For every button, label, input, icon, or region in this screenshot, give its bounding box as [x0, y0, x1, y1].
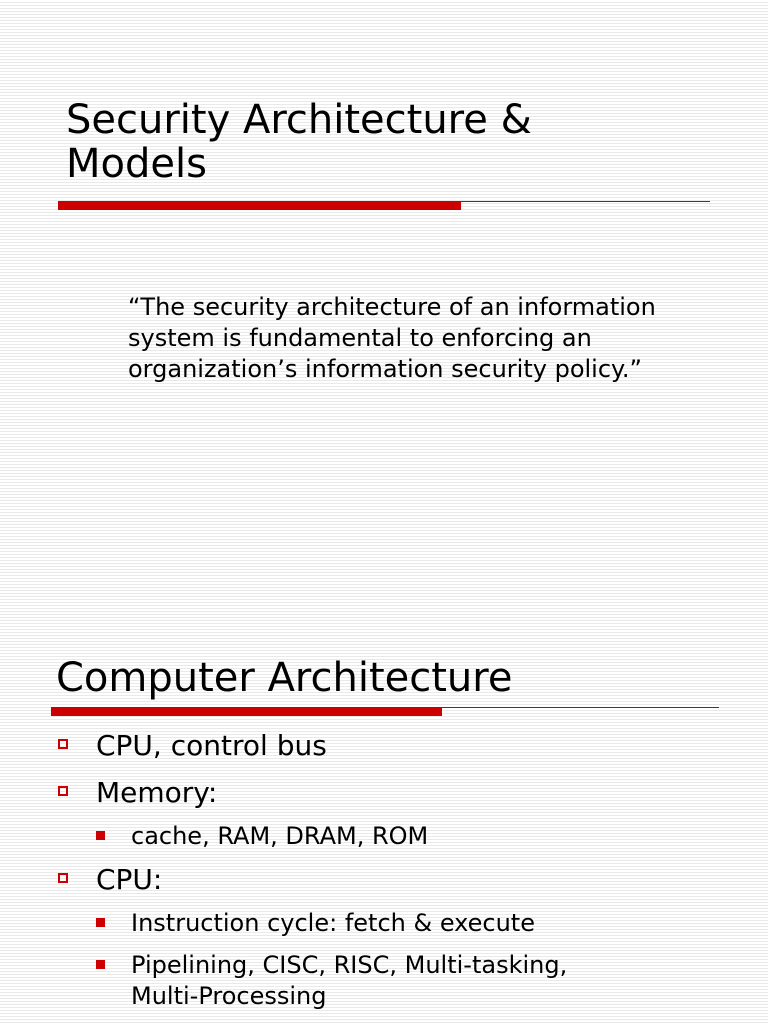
bullet-text: Multi-Processing: [131, 982, 327, 1010]
bullet-item: [96, 777, 217, 809]
slide-title-line-2: Models: [66, 141, 207, 187]
slide-title: Computer Architecture: [56, 655, 513, 701]
quote-line-1: “The security architecture of an information: [128, 293, 656, 321]
bullet-text: CPU, control bus: [96, 729, 327, 762]
slide-computer-architecture: [0, 620, 768, 1024]
bullet-item: [96, 864, 162, 896]
quote-text: [128, 292, 728, 385]
sub-bullet-item: [131, 950, 567, 981]
title-divider-thick: [58, 202, 461, 210]
title-divider-thick: [51, 708, 442, 716]
bullet-text: CPU:: [96, 863, 163, 896]
slide-title-line-1: Security Architecture &: [66, 97, 532, 143]
solid-square-bullet-icon: [96, 960, 105, 969]
slide-title: [66, 98, 532, 186]
bullet-text: cache, RAM, DRAM, ROM: [131, 822, 429, 850]
bullet-text: Memory:: [96, 776, 218, 809]
hollow-square-bullet-icon: [58, 739, 68, 749]
sub-bullet-continuation: [131, 981, 326, 1012]
hollow-square-bullet-icon: [58, 873, 68, 883]
quote-line-2: system is fundamental to enforcing an: [128, 324, 592, 352]
hollow-square-bullet-icon: [58, 786, 68, 796]
solid-square-bullet-icon: [96, 831, 105, 840]
solid-square-bullet-icon: [96, 918, 105, 927]
bullet-text: Pipelining, CISC, RISC, Multi-tasking,: [131, 951, 568, 979]
sub-bullet-item: [131, 821, 428, 852]
quote-line-3: organization’s information security policy.”: [128, 355, 642, 383]
bullet-text: Instruction cycle: fetch & execute: [131, 909, 535, 937]
bullet-item: [96, 730, 327, 762]
sub-bullet-item: [131, 908, 535, 939]
